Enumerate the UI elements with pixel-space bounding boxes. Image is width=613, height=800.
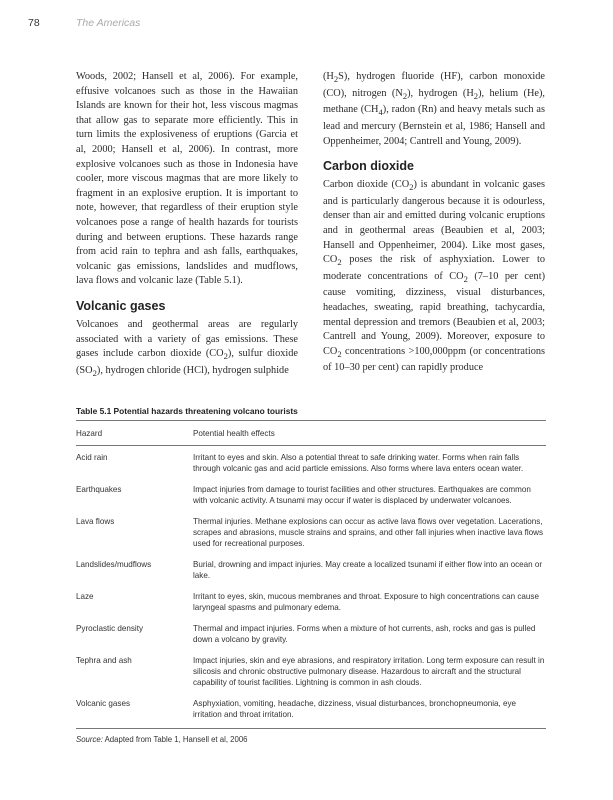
effects-cell: Impact injuries from damage to tourist facilities and other structures. Earthquakes are common with volcanic activity. A tsunami may occur if water is displaced by underwater volcanoes. [193,485,531,505]
table-row [76,553,546,585]
hazards-table [76,420,546,729]
hazard-cell: Landslides/mudflows [76,560,152,569]
column-header-effects: Potential health effects [193,421,546,446]
effects-cell: Burial, drowning and impact injuries. May create a localized tsunami if either flow into an ocean or lake. [193,560,543,580]
hazard-cell: Tephra and ash [76,656,132,665]
hazard-cell: Lava flows [76,517,115,526]
hazard-cell: Volcanic gases [76,692,193,729]
page-number: 78 [28,17,40,29]
effects-cell: Irritant to eyes, skin, mucous membranes and throat. Exposure to high concentrations can cause laryngeal spasms and pulmonary edema. [193,592,539,612]
column-header-hazard: Hazard [76,421,193,446]
table-row [76,446,546,479]
table-row [76,478,546,510]
table-source: Source: Adapted from Table 1, Hansell et al, 2006 [76,735,248,744]
effects-cell: Impact injuries, skin and eye abrasions, and respiratory irritation. Long term exposure can result in silicosis and chronic obstructive pulmonary disease. Hazardous to aircraft and the structural capability of tourist facilities. Lightning is common in ash clouds. [193,656,545,687]
effects-cell: Thermal and impact injuries. Forms when a mixture of hot currents, ash, rocks and gas is pulled down a volcano by gravity. [193,624,536,644]
table-row [76,649,546,692]
hazard-cell: Laze [76,592,94,601]
running-title: The Americas [76,17,141,29]
section-heading-carbon-dioxide: Carbon dioxide [323,159,414,174]
body-paragraph: $(H_2S)$, hydrogen fluoride (HF), carbon monoxide (CO), nitrogen $(N_2)$, hydrogen $(H_2)$, helium (He), methane $(CH_4)$, radon (Rn) and heavy metals such as lead and mercury (Bernstein et al, 1986; Hansell and Oppenheimer, 2004; Cantrell and Young, 2009). [323,71,545,147]
table-row [76,510,546,553]
hazard-cell: Earthquakes [76,485,122,494]
effects-cell: Irritant to eyes and skin. Also a potential threat to safe drinking water. Forms when rain falls through volcanic gas and acid particle emissions. Also forms where lava enters ocean water. [193,453,524,473]
table-row [76,692,546,729]
table-header-row [76,421,546,446]
section-heading-volcanic-gases: Volcanic gases [76,298,166,313]
hazard-cell: Pyroclastic density [76,624,144,633]
table-body [76,446,546,729]
effects-cell: Thermal injuries. Methane explosions can occur as active lava flows over vegetation. Lacerations, scrapes and abrasions, muscle strains and sprains, and other fall injuries when inactive lava flows used for recreational purposes. [193,517,544,548]
body-paragraph: Woods, 2002; Hansell et al, 2006). For example, effusive volcanoes such as those in the Hawaiian Islands are known for their hot, less viscous magmas that allow gas to separate more efficiently. This in turn limits the explosiveness of eruptions (Garcia et al, 2000; Hansell et al, 2006). In contrast, more explosive volcanoes such as those in Indonesia have cooler, more viscous magmas that are more likely to fragment in an explosive eruption. It is important to note, however, that regardless of their eruption style volcanoes pose a range of health hazards for tourists during and between eruptions. These hazards range from acid rain to tephra and ash falls, earthquakes, volcanic gas emissions, landslides and mudflows, lava flows and volcanic laze (Table 5.1). [76,71,298,287]
right-column [323,70,545,376]
table-title: Table 5.1 Potential hazards threatening volcano tourists [76,406,298,416]
effects-cell: Asphyxiation, vomiting, headache, dizziness, visual disturbances, bronchopneumonia, eye irritation and throat irritation. [193,692,546,729]
table-row [76,617,546,649]
hazard-cell: Acid rain [76,453,108,462]
table-row [76,585,546,617]
body-paragraph: Carbon dioxide $(CO_2)$ is abundant in volcanic gases and is particularly dangerous because it is odourless, denser than air and emitted during volcanic eruptions and in geothermal areas (Beaubien et al, 2003; Hansell and Oppenheimer, 2004). Like most gases, $CO_2$ poses the risk of asphyxiation. Lower to moderate concentrations of $CO_2$ (7–10 per cent) cause vomiting, dizziness, visual disturbances, headaches, sweating, rapid breathing, tachycardia, mental depression and tremors (Beaubien et al, 2003; Cantrell and Young, 2009). Moreover, exposure to $CO_2$ concentrations >100,000ppm (or concentrations of 10–30 per cent) can rapidly produce [323,179,545,374]
left-column [76,70,298,380]
body-paragraph: Volcanoes and geothermal areas are regularly associated with a variety of gas emissions. These gases include carbon dioxide $(CO_2)$, sulfur dioxide $(SO_2)$, hydrogen chloride (HCl), hydrogen sulphide [76,318,298,378]
